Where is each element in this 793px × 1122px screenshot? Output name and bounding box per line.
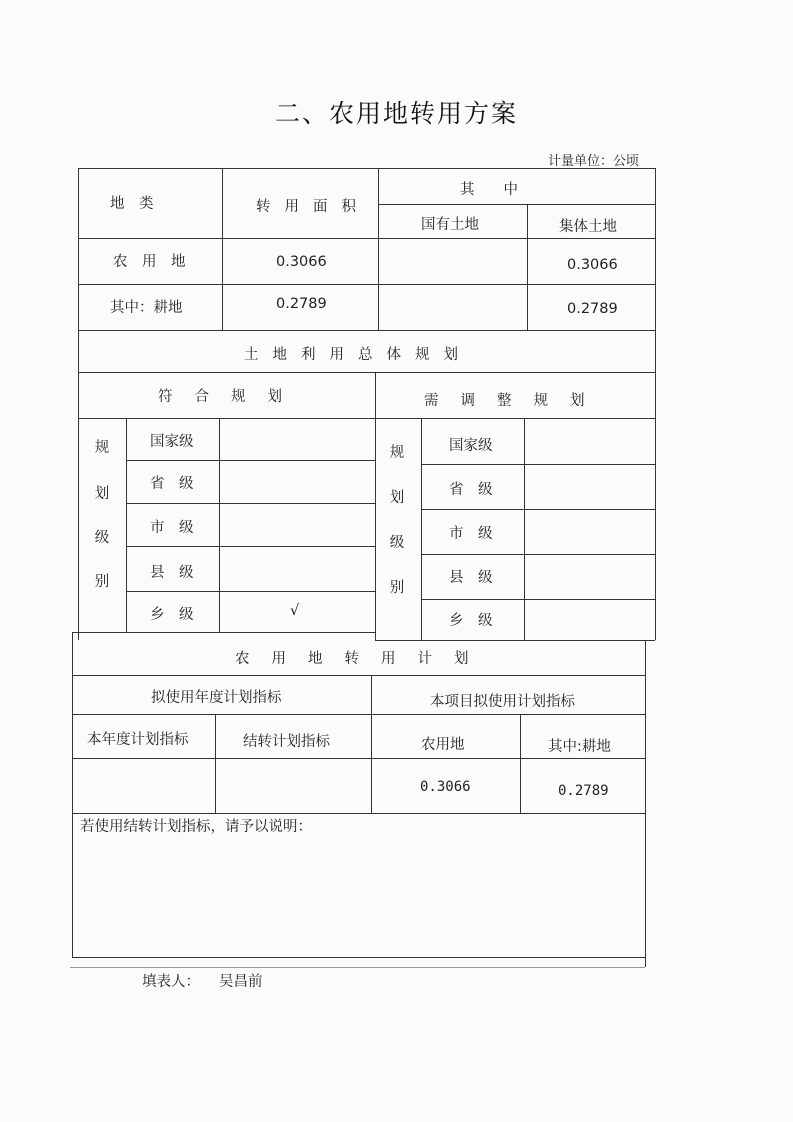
overall-plan-title: 土地利用总体规划 (244, 347, 472, 363)
conversion-plan-title: 农用地转用计划 (235, 651, 491, 667)
planned-quota-header: 拟使用年度计划指标 (151, 690, 282, 706)
row-cultivated-area: 0.2789 (276, 296, 327, 312)
conform-level-national: 国家级 (150, 434, 194, 450)
row-cultivated-collective: 0.2789 (567, 301, 618, 317)
conform-level-city: 市 级 (150, 520, 194, 536)
page-title: 二、农用地转用方案 (274, 99, 518, 128)
carryover-header: 结转计划指标 (243, 734, 330, 750)
project-quota-header: 本项目拟使用计划指标 (430, 694, 575, 710)
conform-township-mark: √ (290, 603, 300, 619)
filler-label: 填表人： (142, 974, 200, 990)
cultivated-header: 其中:耕地 (548, 739, 611, 755)
carryover-explanation-label: 若使用结转计划指标，请予以说明： (80, 819, 312, 835)
adjust-level-county: 县 级 (449, 570, 493, 586)
farmland-header: 农用地 (421, 737, 465, 753)
conform-level-county: 县 级 (150, 565, 194, 581)
adjust-plan-header: 需调整规划 (424, 393, 607, 409)
adjust-level-national: 国家级 (449, 438, 493, 454)
conform-level-provincial: 省 级 (150, 476, 194, 492)
conversion-area-header: 转用面积 (256, 199, 370, 215)
row-farmland-area: 0.3066 (276, 254, 327, 270)
row-cultivated-label: 其中：耕地 (110, 300, 183, 316)
land-type-header: 地 类 (110, 196, 154, 212)
conform-level-township: 乡 级 (150, 607, 194, 623)
unit-label: 计量单位：公顷 (548, 154, 640, 169)
row-farmland-label: 农 用 地 (113, 254, 186, 270)
of-which-header: 其 中 (460, 182, 518, 198)
state-land-header: 国有土地 (421, 217, 479, 233)
farmland-value: 0.3066 (420, 779, 471, 795)
collective-land-header: 集体土地 (559, 219, 617, 235)
carryover-explanation-area (74, 836, 644, 956)
conform-plan-header: 符合规划 (158, 389, 304, 405)
adjust-level-city: 市 级 (449, 526, 493, 542)
row-farmland-collective: 0.3066 (567, 257, 618, 273)
cultivated-value: 0.2789 (558, 783, 609, 799)
adjust-level-provincial: 省 级 (449, 482, 493, 498)
filler-name: 吴昌前 (219, 974, 263, 990)
adjust-level-township: 乡 级 (449, 613, 493, 629)
current-year-header: 本年度计划指标 (87, 732, 189, 748)
